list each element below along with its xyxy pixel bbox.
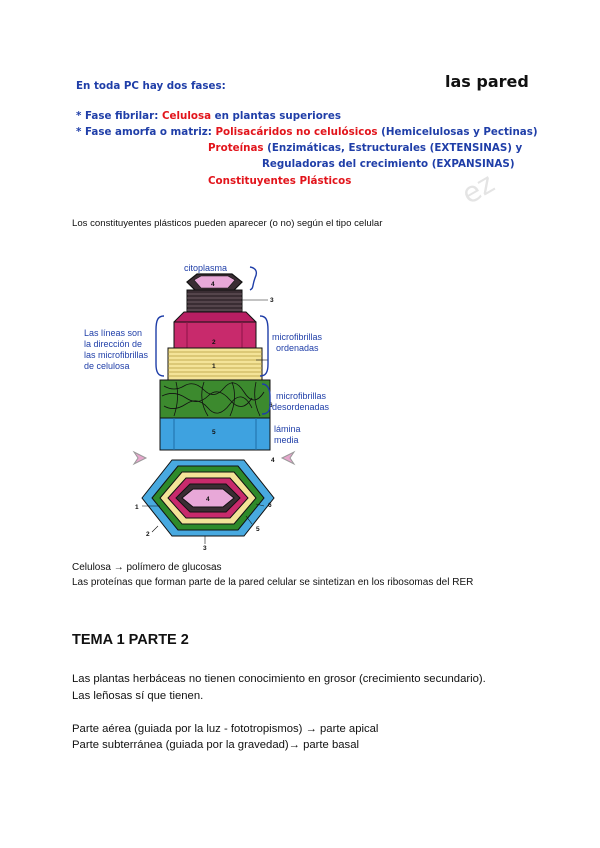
label-lamina: lámina: [274, 424, 301, 434]
label-desordenadas-2: desordenadas: [272, 402, 330, 412]
label-media: media: [274, 435, 299, 445]
label-6-cross: 6: [268, 502, 272, 509]
label-4-top: 4: [211, 281, 215, 288]
label-4-pointer: 4: [271, 457, 275, 464]
cell-wall-diagram: [72, 244, 340, 554]
slide-line-plasticos: Constituyentes Plásticos: [208, 175, 352, 187]
label-ordenadas-2: ordenadas: [276, 343, 319, 353]
watermark: ez: [455, 166, 501, 211]
label-lineas-3: las microfibrillas: [84, 350, 149, 360]
para1-line1: Las plantas herbáceas no tienen conocimiento en grosor (crecimiento secundario).: [72, 673, 486, 685]
label-2-cross: 2: [146, 531, 150, 538]
label-5-cross: 5: [256, 526, 260, 533]
slide-line-amorfa: * Fase amorfa o matriz: Polisacáridos no celulósicos (Hemicelulosas y Pectinas): [76, 126, 538, 138]
label-5-layer: 5: [212, 429, 216, 436]
label-lineas-2: la dirección de: [84, 339, 143, 349]
label-ordenadas-1: microfibrillas: [272, 332, 323, 342]
label-1-cross: 1: [135, 504, 139, 511]
primary-wall: [160, 380, 270, 418]
para2-line2: Parte subterránea (guiada por la gravedad)→ parte basal: [72, 739, 359, 751]
label-4-cross: 4: [206, 496, 210, 503]
slide-line-reguladoras: Reguladoras del crecimiento (EXPANSINAS): [262, 158, 515, 170]
slide-line-proteinas: Proteínas (Enzimáticas, Estructurales (EXTENSINAS) y: [208, 142, 523, 154]
para1-line2: Las leñosas sí que tienen.: [72, 690, 204, 702]
slide-image: [70, 68, 538, 211]
para2-line1: Parte aérea (guiada por la luz - fototropismos) → parte apical: [72, 723, 379, 735]
label-lineas-1: Las líneas son: [84, 328, 143, 338]
slide-title-fragment: las pared: [445, 72, 529, 91]
celulosa-line: Celulosa → polímero de glucosas: [72, 562, 222, 573]
label-3-cross: 3: [203, 545, 207, 552]
proteinas-line: Las proteínas que forman parte de la pared celular se sintetizan en los ribosomas del RER: [72, 577, 474, 588]
section-heading: TEMA 1 PARTE 2: [72, 632, 189, 648]
label-2-layer: 2: [212, 339, 216, 346]
slide-line-fases: En toda PC hay dos fases:: [76, 80, 226, 92]
label-desordenadas-1: microfibrillas: [276, 391, 327, 401]
label-3-top: 3: [270, 297, 274, 304]
label-citoplasma: citoplasma: [184, 263, 228, 273]
label-1-layer: 1: [212, 363, 216, 370]
label-6-layer: 6: [269, 402, 273, 409]
label-lineas-4: de celulosa: [84, 361, 130, 371]
caption-constituyentes: Los constituyentes plásticos pueden aparecer (o no) según el tipo celular: [72, 218, 383, 229]
slide-line-fibrilar: * Fase fibrilar: Celulosa en plantas superiores: [76, 110, 341, 122]
